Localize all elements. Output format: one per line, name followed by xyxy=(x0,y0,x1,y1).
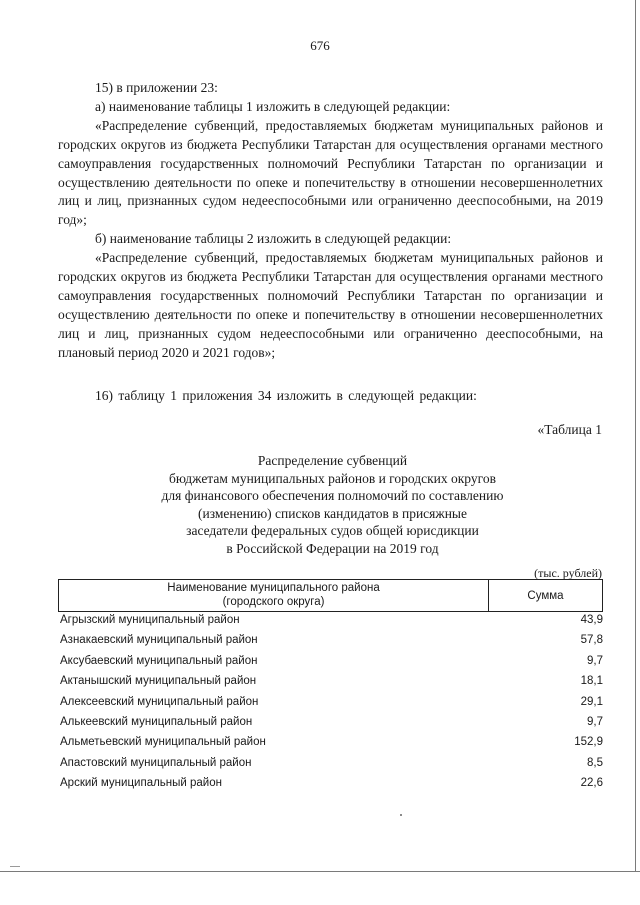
row-sum: 152,9 xyxy=(574,736,603,749)
item-15-a: а) наименование таблицы 1 изложить в следующей редакции: xyxy=(95,98,451,114)
table-title-line: бюджетам муниципальных районов и городских округов xyxy=(169,470,496,486)
row-municipality: Арский муниципальный район xyxy=(60,777,222,790)
item-16: 16) таблицу 1 приложения 34 изложить в следующей редакции: xyxy=(95,388,477,403)
table-title-line: Распределение субвенций xyxy=(257,453,408,468)
row-municipality: Аксубаевский муниципальный район xyxy=(60,654,258,667)
scan-border-bottom xyxy=(0,871,640,872)
header-municipality-line2: (городского округа) xyxy=(222,595,325,608)
amendments-text xyxy=(58,79,603,363)
header-sum: Сумма xyxy=(527,589,564,602)
page-number: 676 xyxy=(310,38,330,53)
table-title-line: заседатели федеральных судов общей юрисдикции xyxy=(186,523,479,538)
row-municipality: Альметьевский муниципальный район xyxy=(60,736,266,749)
table-title-line: в Российской Федерации на 2019 год xyxy=(226,540,439,556)
row-sum: 18,1 xyxy=(580,675,603,688)
row-municipality: Актанышский муниципальный район xyxy=(60,675,257,688)
row-sum: 22,6 xyxy=(580,777,603,790)
table-row xyxy=(58,757,603,777)
table-title xyxy=(60,452,605,557)
table-row xyxy=(58,614,603,634)
table-row xyxy=(58,696,603,716)
scan-border-right xyxy=(635,0,636,872)
row-municipality: Апастовский муниципальный район xyxy=(60,756,252,769)
header-municipality-line1: Наименование муниципального района xyxy=(167,582,380,594)
row-municipality: Алексеевский муниципальный район xyxy=(60,695,259,708)
row-sum: 29,1 xyxy=(580,695,603,708)
table-row xyxy=(58,675,603,695)
scan-mark xyxy=(10,866,20,867)
row-sum: 9,7 xyxy=(587,715,603,728)
table-row xyxy=(58,736,603,756)
item-15-b: б) наименование таблицы 2 изложить в следующей редакции: xyxy=(95,231,452,247)
units-label: (тыс. рублей) xyxy=(534,566,602,580)
table-row xyxy=(58,634,603,654)
table-row xyxy=(58,716,603,736)
item-15: 15) в приложении 23: xyxy=(95,80,218,95)
row-municipality: Азнакаевский муниципальный район xyxy=(60,634,258,647)
row-municipality: Алькеевский муниципальный район xyxy=(60,715,253,728)
table-title-line: (изменению) списков кандидатов в присяжные xyxy=(198,505,467,521)
table-title-line: для финансового обеспечения полномочий по составлению xyxy=(161,488,504,503)
row-sum: 57,8 xyxy=(580,634,603,647)
table-row xyxy=(58,777,603,797)
row-sum: 8,5 xyxy=(587,756,603,769)
header-municipality xyxy=(59,580,489,611)
scan-speck xyxy=(400,814,402,816)
table-header xyxy=(58,579,603,612)
table-reference: «Таблица 1 xyxy=(537,422,602,437)
table-row xyxy=(58,655,603,675)
item-15-a-quote: «Распределение субвенций, предоставляемых бюджетам муниципальных районов и городских округов из бюджета Республики Татарстан для осуществления органами местного самоуправления государственных полномочий Республики Татарстан по организации и осуществлению деятельности по опеке и попечительству в отношении несовершеннолетних лиц и лиц, признанных судом недееспособными или ограниченно дееспособными, на 2019 год»; xyxy=(58,117,603,228)
row-sum: 43,9 xyxy=(580,614,603,626)
subsidy-table xyxy=(58,579,603,798)
row-municipality: Агрызский муниципальный район xyxy=(60,614,240,626)
row-sum: 9,7 xyxy=(587,654,603,667)
table-body xyxy=(58,614,603,798)
item-15-b-quote: «Распределение субвенций, предоставляемых бюджетам муниципальных районов и городских округов из бюджета Республики Татарстан для осуществления органами местного самоуправления государственных полномочий Республики Татарстан по организации и осуществлению деятельности по опеке и попечительству в отношении несовершеннолетних лиц и лиц, признанных судом недееспособными или ограниченно дееспособными, на плановый период 2020 и 2021 годов»; xyxy=(58,250,603,360)
